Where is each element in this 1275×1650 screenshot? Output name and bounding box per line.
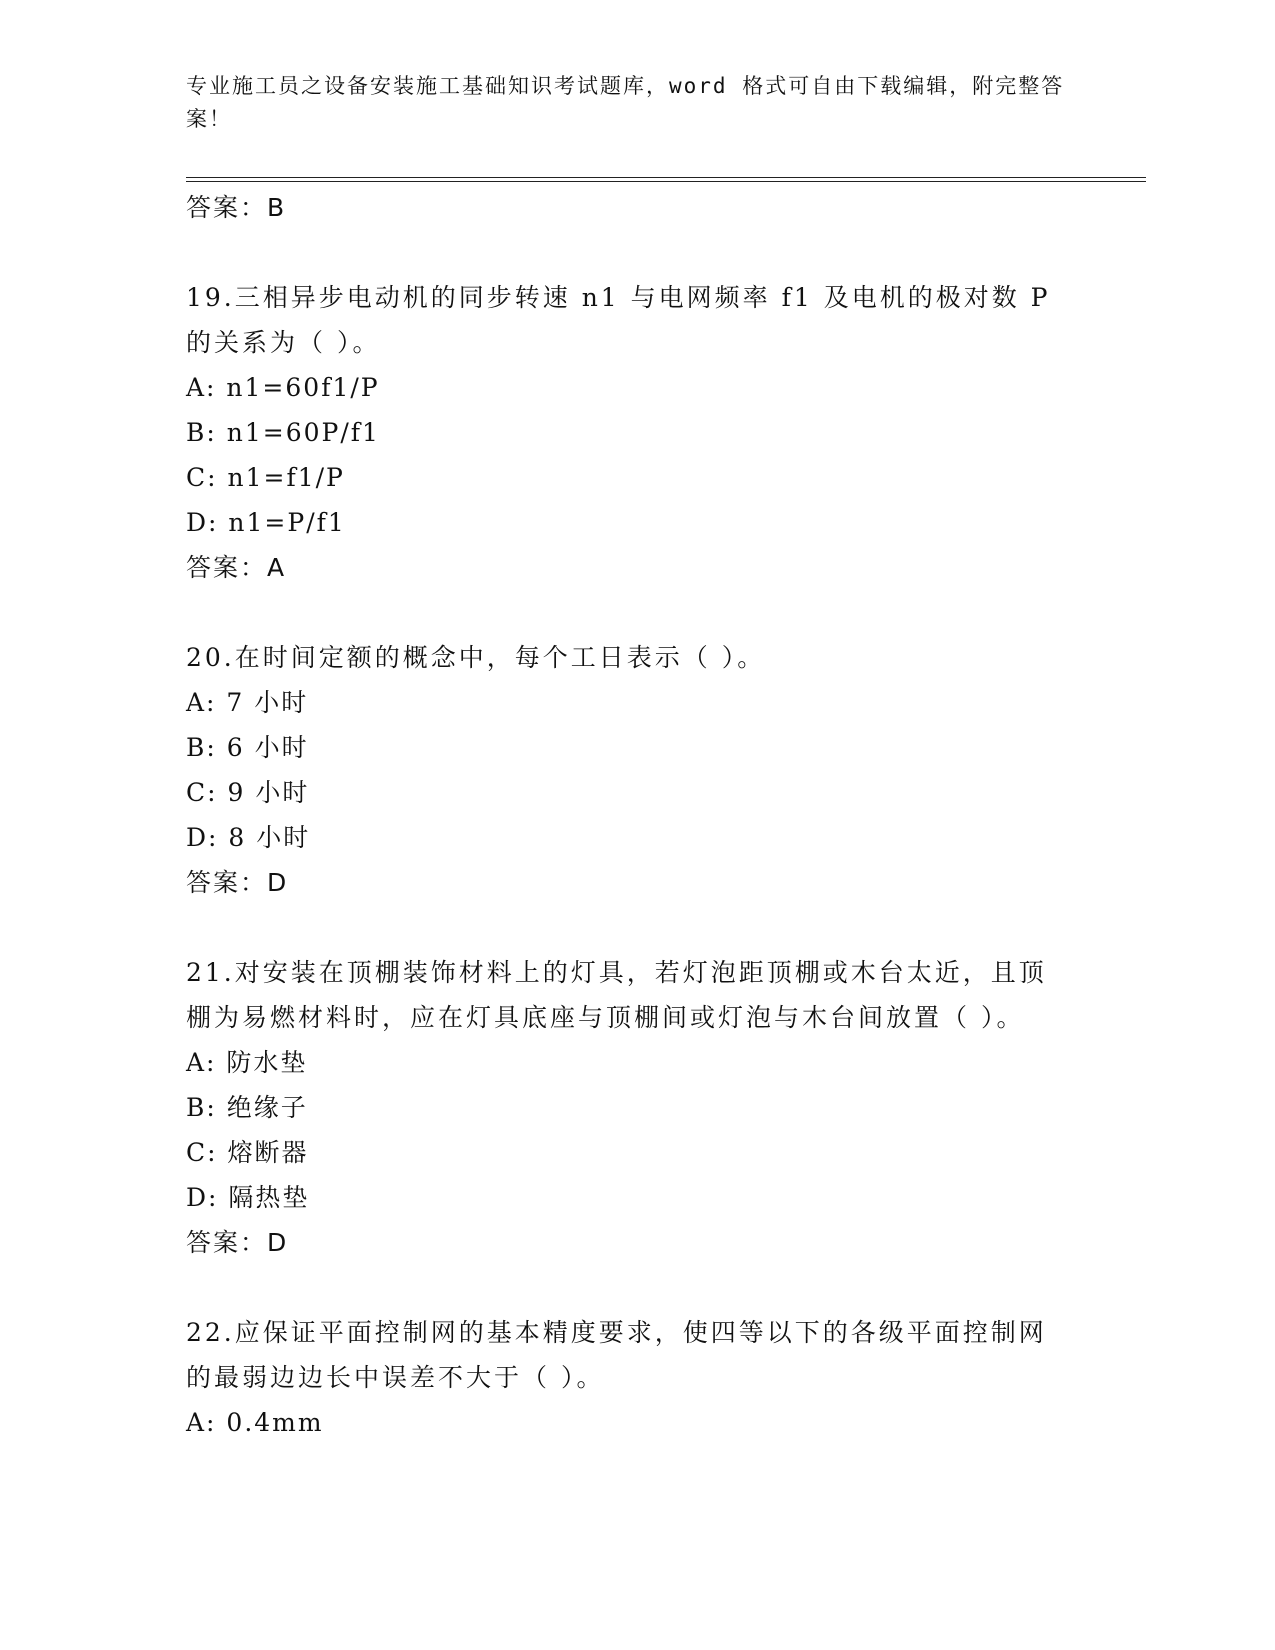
question-text: 20.在时间定额的概念中，每个工日表示（ ）。 [186, 643, 766, 672]
document-header: 专业施工员之设备安装施工基础知识考试题库，word 格式可自由下载编辑，附完整答案！ [186, 74, 1065, 131]
question-text: 19.三相异步电动机的同步转速 n1 与电网频率 f1 及电机的极对数 P 的关系为（ ）。 [186, 283, 1051, 357]
option-a: A: 防水垫 [186, 1048, 308, 1077]
header-divider-top [186, 177, 1146, 178]
question-text: 22.应保证平面控制网的基本精度要求，使四等以下的各级平面控制网的最弱边边长中误差不大于（ ）。 [186, 1318, 1047, 1392]
option-a: A: 7 小时 [186, 688, 309, 717]
option-b: B: 6 小时 [186, 733, 309, 762]
option-c: C: n1=f1/P [186, 463, 345, 492]
option-c: C: 9 小时 [186, 778, 310, 807]
option-d: D: 8 小时 [186, 823, 311, 852]
option-a: A: n1=60f1/P [186, 373, 380, 402]
question-22 [186, 1310, 1066, 1445]
option-a: A: 0.4mm [186, 1408, 324, 1437]
option-d: D: 隔热垫 [186, 1183, 310, 1212]
answer-line: 答案：D [186, 868, 289, 897]
question-21 [186, 950, 1066, 1265]
previous-answer: 答案：B [186, 193, 287, 222]
question-list [186, 185, 1066, 1445]
answer-line: 答案：D [186, 1228, 289, 1257]
option-c: C: 熔断器 [186, 1138, 309, 1167]
question-text: 21.对安装在顶棚装饰材料上的灯具，若灯泡距顶棚或木台太近，且顶棚为易燃材料时，应在灯具底座与顶棚间或灯泡与木台间放置（ ）。 [186, 958, 1047, 1032]
option-d: D: n1=P/f1 [186, 508, 346, 537]
question-20 [186, 635, 1066, 905]
question-19 [186, 275, 1066, 590]
option-b: B: n1=60P/f1 [186, 418, 380, 447]
answer-line: 答案：A [186, 553, 287, 582]
header-divider-bottom [186, 181, 1146, 182]
option-b: B: 绝缘子 [186, 1093, 308, 1122]
